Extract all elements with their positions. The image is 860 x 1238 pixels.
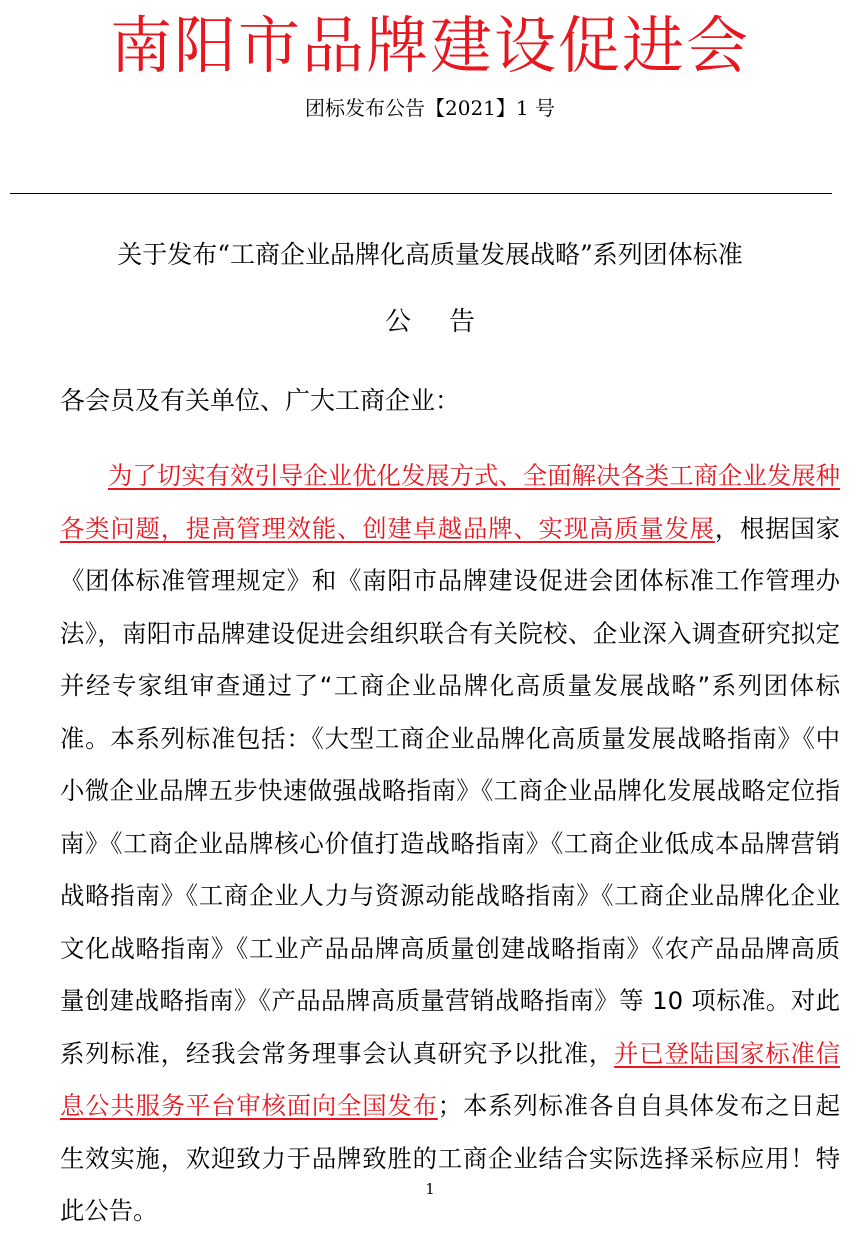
body-text-main: ，根据国家《团体标准管理规定》和《南阳市品牌建设促进会团体标准工作管理办法》，南阳市品牌建设促进会组织联合有关院校、企业深入调查研究拟定并经专家组审查通过了“工商企业品牌化高质量发展战略”系列团体标准。本系列标准包括：《大型工商企业品牌化高质量发展战略指南》《中小微企业品牌五步快速做强战略指南》《工商企业品牌化发展战略定位指南》《工商企业品牌核心价值打造战略指南》《工商企业低成本品牌营销战略指南》《工商企业人力与资源动能战略指南》《工商企业品牌化企业文化战略指南》《工业产品品牌高质量创建战略指南》《农产品品牌高质量创建战略指南》《产品品牌高质量营销战略指南》等 10 项标准。对此系列标准，经我会常务理事会认真研究予以批准， [60, 513, 840, 1068]
notice-subtitle: 公告 [384, 307, 513, 337]
highlighted-text-publication: 并已登陆国家标准信息公共服务平台审核面向全国发布 [60, 1038, 840, 1120]
highlighted-text-purpose: 为了切实有效引导企业优化发展方式、全面解决各类工商企业发展种各类问题，提高管理效能、创建卓越品牌、实现高质量发展 [60, 461, 840, 543]
body-text-closing: ；本系列标准各自自具体发布之日起生效实施，欢迎致力于品牌致胜的工商企业结合实际选择采标应用！特此公告。 [60, 1091, 840, 1225]
organization-title: 南阳市品牌建设促进会 [109, 9, 750, 82]
notice-title: 关于发布“工商企业品牌化高质量发展战略”系列团体标准 [117, 240, 743, 269]
header-divider [10, 193, 832, 194]
salutation: 各会员及有关单位、广大工商企业： [60, 386, 461, 415]
page-number: 1 [425, 1180, 435, 1198]
body-paragraph [60, 450, 840, 1238]
document-number: 团标发布公告【2021】1 号 [305, 96, 555, 120]
